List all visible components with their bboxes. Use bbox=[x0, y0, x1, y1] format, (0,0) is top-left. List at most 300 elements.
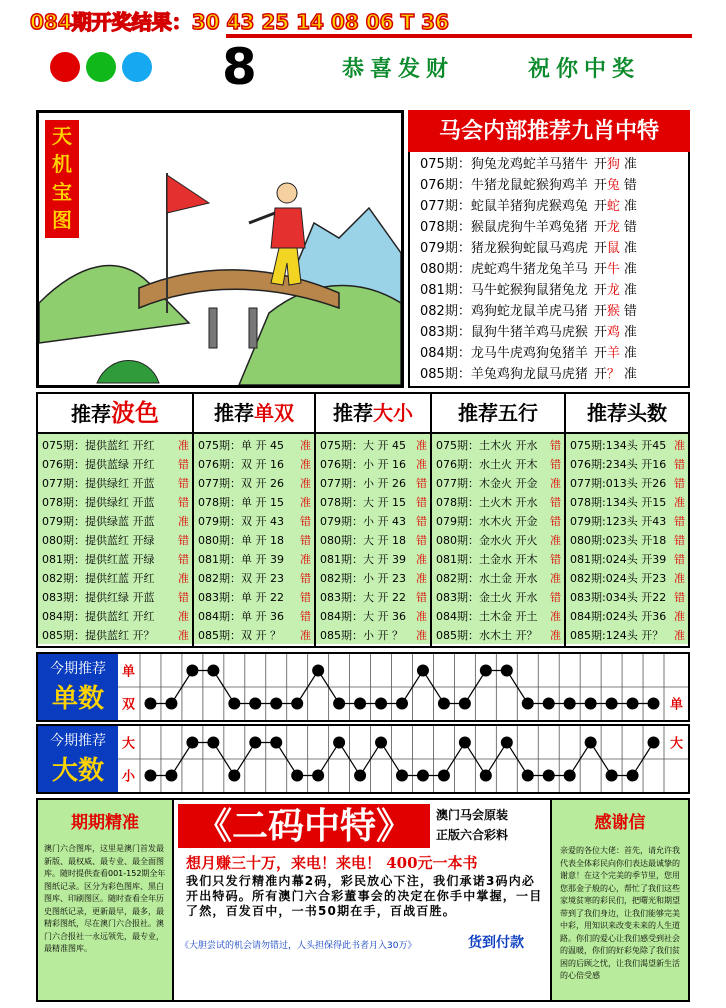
column-body bbox=[566, 434, 688, 644]
row-text: 083期：金土火 开水 bbox=[436, 591, 538, 604]
recommend-column bbox=[316, 394, 432, 646]
column-title-b: 大小 bbox=[373, 401, 413, 425]
row-text: 083期：提供红绿 开蓝 bbox=[42, 591, 155, 604]
trend-point bbox=[585, 698, 597, 710]
column-title bbox=[566, 394, 688, 434]
trend-point bbox=[333, 698, 345, 710]
row-mark: 错 bbox=[300, 515, 311, 528]
trend-point bbox=[291, 770, 303, 782]
issue-number: 8 bbox=[222, 38, 257, 96]
row-mark: 准 bbox=[178, 629, 189, 642]
row-text: 080期：金水火 开火 bbox=[436, 534, 538, 547]
end-label: 大 bbox=[670, 736, 684, 752]
row-mark: 准 bbox=[300, 458, 311, 471]
row-text: 081期：土金水 开木 bbox=[436, 553, 538, 566]
row-mark: 准 bbox=[416, 458, 427, 471]
table-row bbox=[38, 588, 192, 607]
row-text: 077期：木金火 开金 bbox=[436, 477, 538, 490]
row-mark: 准 bbox=[674, 629, 685, 642]
row-text: 084期：提供蓝红 开红 bbox=[42, 610, 155, 623]
cash-on-delivery: 货到付款 bbox=[468, 935, 524, 951]
column-body bbox=[194, 434, 314, 644]
column-title-a: 推荐 bbox=[214, 401, 254, 425]
zodiac-list: 狗兔龙鸡蛇羊马猪牛 bbox=[470, 157, 588, 172]
thanks-letter bbox=[550, 800, 688, 1000]
table-row bbox=[38, 436, 192, 455]
row-text: 082期:024头 开23 bbox=[570, 572, 667, 585]
zodiac-mark: 准 bbox=[623, 325, 637, 340]
blue-ball-icon bbox=[122, 52, 152, 82]
trend-point bbox=[438, 770, 450, 782]
zodiac-mark: 准 bbox=[623, 346, 637, 361]
zodiac-row bbox=[420, 154, 688, 175]
table-row bbox=[194, 607, 314, 626]
row-text: 083期：大 开 22 bbox=[320, 591, 406, 604]
table-row bbox=[432, 455, 564, 474]
recommend-column bbox=[432, 394, 566, 646]
row-mark: 准 bbox=[416, 629, 427, 642]
trend-point bbox=[312, 770, 324, 782]
row-mark: 错 bbox=[416, 496, 427, 509]
trend-point bbox=[144, 698, 156, 710]
row-mark: 准 bbox=[550, 477, 561, 490]
table-row bbox=[566, 588, 688, 607]
table-row bbox=[38, 550, 192, 569]
zodiac-hit: 羊 bbox=[606, 346, 620, 361]
zodiac-open: 开 bbox=[593, 367, 607, 382]
row-mark: 准 bbox=[178, 572, 189, 585]
table-row bbox=[432, 474, 564, 493]
zodiac-open: 开 bbox=[593, 325, 607, 340]
zodiac-row bbox=[420, 301, 688, 322]
zodiac-list: 羊兔鸡狗龙鼠马虎猪 bbox=[470, 367, 588, 382]
row-mark: 准 bbox=[416, 572, 427, 585]
trend-chart bbox=[118, 654, 688, 720]
table-row bbox=[432, 607, 564, 626]
row-text: 082期：小 开 23 bbox=[320, 572, 406, 585]
row-text: 084期：单 开 36 bbox=[198, 610, 284, 623]
zodiac-hit: 牛 bbox=[606, 262, 620, 277]
zodiac-list: 龙马牛虎鸡狗兔猪羊 bbox=[470, 346, 588, 361]
table-row bbox=[566, 436, 688, 455]
column-title bbox=[38, 394, 192, 434]
zodiac-hit: 龙 bbox=[606, 283, 620, 298]
row-text: 085期：提供蓝红 开？ bbox=[42, 629, 155, 642]
table-row bbox=[316, 588, 430, 607]
row-text: 076期：小 开 16 bbox=[320, 458, 406, 471]
trend-point bbox=[354, 698, 366, 710]
column-title bbox=[432, 394, 564, 434]
table-row bbox=[38, 626, 192, 645]
row-mark: 准 bbox=[300, 496, 311, 509]
row-mark: 错 bbox=[300, 534, 311, 547]
zodiac-list: 鼠狗牛猪羊鸡马虎猴 bbox=[470, 325, 588, 340]
row-text: 077期：双 开 26 bbox=[198, 477, 284, 490]
trend-point bbox=[501, 737, 513, 749]
row-mark: 准 bbox=[674, 439, 685, 452]
row-mark: 错 bbox=[300, 591, 311, 604]
zodiac-list: 猴鼠虎狗牛羊鸡兔猪 bbox=[470, 220, 588, 235]
zodiac-period: 085期： bbox=[420, 367, 471, 382]
row-text: 076期:234头 开16 bbox=[570, 458, 667, 471]
zodiac-hit: ？ bbox=[606, 367, 620, 382]
row-text: 084期：大 开 36 bbox=[320, 610, 406, 623]
row-mark: 准 bbox=[550, 572, 561, 585]
table-row bbox=[38, 607, 192, 626]
trend-point bbox=[207, 665, 219, 677]
row-mark: 准 bbox=[178, 610, 189, 623]
table-row bbox=[38, 569, 192, 588]
row-mark: 错 bbox=[416, 534, 427, 547]
row-mark: 错 bbox=[550, 515, 561, 528]
row-text: 076期：提供蓝绿 开红 bbox=[42, 458, 155, 471]
zodiac-mark: 准 bbox=[623, 241, 637, 256]
zodiac-open: 开 bbox=[593, 241, 607, 256]
row-mark: 错 bbox=[550, 496, 561, 509]
big-small-label: 今期推荐 大数 bbox=[38, 726, 118, 792]
table-row bbox=[432, 588, 564, 607]
column-title bbox=[316, 394, 430, 434]
row-mark: 准 bbox=[178, 439, 189, 452]
trend-point bbox=[648, 698, 660, 710]
table-row bbox=[194, 531, 314, 550]
ad-footer-note: 《大胆尝试的机会请勿错过，人头担保得此书者月入30万》 bbox=[180, 941, 417, 951]
row-mark: 错 bbox=[300, 610, 311, 623]
nine-zodiac-list bbox=[408, 152, 690, 388]
row-mark: 错 bbox=[178, 553, 189, 566]
table-row bbox=[316, 607, 430, 626]
row-text: 079期:123头 开43 bbox=[570, 515, 667, 528]
table-row bbox=[566, 626, 688, 645]
left-notice-title: 期期精准 bbox=[71, 813, 139, 833]
trend-chart bbox=[118, 726, 688, 792]
trend-point bbox=[627, 770, 639, 782]
zodiac-hit: 兔 bbox=[606, 178, 620, 193]
greeting-right: 祝你中奖 bbox=[528, 56, 641, 82]
table-row bbox=[194, 436, 314, 455]
column-title-b: 单双 bbox=[254, 401, 294, 425]
row-bottom-label: 双 bbox=[122, 697, 136, 713]
bridge-illustration bbox=[39, 113, 401, 385]
row-text: 081期：单 开 39 bbox=[198, 553, 284, 566]
row-mark: 错 bbox=[178, 534, 189, 547]
table-row bbox=[566, 474, 688, 493]
row-mark: 错 bbox=[550, 458, 561, 471]
row-mark: 错 bbox=[674, 477, 685, 490]
row-text: 076期：双 开 16 bbox=[198, 458, 284, 471]
trend-point bbox=[459, 737, 471, 749]
zodiac-row bbox=[420, 196, 688, 217]
ad-line-2: 正版六合彩料 bbox=[436, 828, 509, 842]
table-row bbox=[194, 588, 314, 607]
row-text: 077期：小 开 26 bbox=[320, 477, 406, 490]
zodiac-period: 084期： bbox=[420, 346, 471, 361]
row-mark: 准 bbox=[300, 477, 311, 490]
erma-ad bbox=[174, 800, 554, 1000]
row-text: 075期：单 开 45 bbox=[198, 439, 284, 452]
trend-point bbox=[627, 698, 639, 710]
row-mark: 准 bbox=[300, 439, 311, 452]
table-row bbox=[316, 512, 430, 531]
trend-point bbox=[165, 698, 177, 710]
row-mark: 错 bbox=[550, 591, 561, 604]
row-mark: 准 bbox=[300, 553, 311, 566]
recommend-column bbox=[566, 394, 688, 646]
table-row bbox=[194, 550, 314, 569]
table-row bbox=[316, 474, 430, 493]
row-mark: 错 bbox=[674, 515, 685, 528]
trend-point bbox=[375, 737, 387, 749]
row-text: 081期：提供红蓝 开绿 bbox=[42, 553, 155, 566]
zodiac-mark: 准 bbox=[623, 157, 637, 172]
trend-point bbox=[480, 770, 492, 782]
end-label: 单 bbox=[670, 697, 684, 713]
zodiac-list: 鸡狗蛇龙鼠羊虎马猪 bbox=[470, 304, 588, 319]
zodiac-mark: 错 bbox=[623, 178, 637, 193]
row-text: 085期：水木土 开？ bbox=[436, 629, 538, 642]
zodiac-row bbox=[420, 280, 688, 301]
row-bottom-label: 小 bbox=[122, 769, 136, 785]
table-row bbox=[432, 512, 564, 531]
row-mark: 准 bbox=[300, 629, 311, 642]
table-row bbox=[566, 607, 688, 626]
big-small-trend bbox=[36, 724, 690, 794]
row-text: 082期：提供红蓝 开红 bbox=[42, 572, 155, 585]
row-text: 078期：大 开 15 bbox=[320, 496, 406, 509]
table-row bbox=[38, 474, 192, 493]
row-mark: 准 bbox=[416, 553, 427, 566]
zodiac-period: 075期： bbox=[420, 157, 471, 172]
zodiac-row bbox=[420, 259, 688, 280]
trend-point bbox=[585, 737, 597, 749]
table-row bbox=[316, 550, 430, 569]
trend-point bbox=[648, 737, 660, 749]
row-mark: 错 bbox=[178, 591, 189, 604]
row-text: 080期：单 开 18 bbox=[198, 534, 284, 547]
row-top-label: 大 bbox=[122, 736, 136, 752]
zodiac-mark: 准 bbox=[623, 367, 637, 382]
table-row bbox=[566, 493, 688, 512]
row-text: 085期:124头 开？ bbox=[570, 629, 664, 642]
table-row bbox=[194, 493, 314, 512]
zodiac-open: 开 bbox=[593, 199, 607, 214]
trend-point bbox=[522, 698, 534, 710]
table-row bbox=[194, 474, 314, 493]
row-mark: 准 bbox=[550, 534, 561, 547]
trend-point bbox=[417, 770, 429, 782]
zodiac-row bbox=[420, 364, 688, 385]
row-mark: 错 bbox=[674, 534, 685, 547]
row-mark: 错 bbox=[300, 572, 311, 585]
bottom-section bbox=[36, 798, 690, 1002]
table-row bbox=[194, 455, 314, 474]
zodiac-list: 蛇鼠羊猪狗虎猴鸡兔 bbox=[470, 199, 588, 214]
row-text: 077期:013头 开26 bbox=[570, 477, 667, 490]
row-text: 083期：单 开 22 bbox=[198, 591, 284, 604]
row-text: 077期：提供绿红 开蓝 bbox=[42, 477, 155, 490]
table-row bbox=[316, 493, 430, 512]
picture-box bbox=[36, 110, 404, 388]
column-title-a: 推荐 bbox=[333, 401, 373, 425]
trend-point bbox=[291, 698, 303, 710]
trend-point bbox=[144, 770, 156, 782]
odd-even-trend bbox=[36, 652, 690, 722]
trend-point bbox=[354, 770, 366, 782]
row-mark: 准 bbox=[416, 439, 427, 452]
row-mark: 错 bbox=[674, 458, 685, 471]
erma-title: 《二码中特》 bbox=[178, 804, 430, 848]
zodiac-mark: 准 bbox=[623, 283, 637, 298]
row-text: 075期:134头 开45 bbox=[570, 439, 667, 452]
column-body bbox=[38, 434, 192, 644]
zodiac-row bbox=[420, 343, 688, 364]
trend-point bbox=[333, 737, 345, 749]
table-row bbox=[566, 550, 688, 569]
row-top-label: 单 bbox=[122, 664, 136, 680]
zodiac-list: 牛猪龙鼠蛇猴狗鸡羊 bbox=[470, 178, 588, 193]
left-notice bbox=[38, 800, 174, 1000]
zodiac-list: 猪龙猴狗蛇鼠马鸡虎 bbox=[470, 241, 588, 256]
table-row bbox=[38, 493, 192, 512]
zodiac-period: 083期： bbox=[420, 325, 471, 340]
zodiac-period: 079期： bbox=[420, 241, 471, 256]
row-mark: 准 bbox=[178, 515, 189, 528]
zodiac-hit: 狗 bbox=[606, 157, 620, 172]
tianji-title: 天 机 宝 图 bbox=[45, 120, 79, 238]
row-mark: 准 bbox=[550, 629, 561, 642]
row-mark: 错 bbox=[550, 439, 561, 452]
row-mark: 错 bbox=[674, 553, 685, 566]
zodiac-open: 开 bbox=[593, 283, 607, 298]
row-text: 085期：小 开 ？ bbox=[320, 629, 403, 642]
ad-line-1: 澳门马会原装 bbox=[436, 808, 509, 822]
zodiac-open: 开 bbox=[593, 157, 607, 172]
zodiac-mark: 错 bbox=[623, 304, 637, 319]
table-row bbox=[566, 531, 688, 550]
column-body bbox=[316, 434, 430, 644]
row-mark: 准 bbox=[674, 572, 685, 585]
zodiac-row bbox=[420, 238, 688, 259]
row-text: 084期:024头 开36 bbox=[570, 610, 667, 623]
column-title-a: 推荐头数 bbox=[587, 401, 667, 425]
trend-point bbox=[207, 737, 219, 749]
table-row bbox=[566, 455, 688, 474]
table-row bbox=[432, 493, 564, 512]
left-notice-text: 澳门六合图库，这里是澳门首发最新版、最权威、最专业、最全面图库。随时提供查看001-152期全年图纸记录。区分为彩色图库、黑白图库、印刷图区。随时查看全年历史图纸记录，更新最早，最多，最精彩图纸，尽在澳门六合报社。澳门六合报社一永远领先，最专业，最精准图库。 bbox=[44, 844, 166, 953]
row-text: 078期：土火木 开水 bbox=[436, 496, 538, 509]
ad-paragraph: 我们只发行精准内幕2码，彩民放心下注，我们承诺3码内必开出特码。所有澳门六合彩董事会的决定在你手中掌握，一目了然，百发百中，一书50期在手，百战百胜。 bbox=[186, 874, 543, 918]
column-title bbox=[194, 394, 314, 434]
red-ball-icon bbox=[50, 52, 80, 82]
trend-point bbox=[186, 665, 198, 677]
table-row bbox=[432, 531, 564, 550]
zodiac-open: 开 bbox=[593, 304, 607, 319]
row-mark: 错 bbox=[178, 496, 189, 509]
zodiac-period: 081期： bbox=[420, 283, 471, 298]
trend-point bbox=[228, 698, 240, 710]
table-row bbox=[316, 455, 430, 474]
trend-point bbox=[522, 770, 534, 782]
zodiac-period: 078期： bbox=[420, 220, 471, 235]
row-text: 079期：双 开 43 bbox=[198, 515, 284, 528]
row-mark: 准 bbox=[674, 610, 685, 623]
greeting-left: 恭喜发财 bbox=[342, 56, 455, 82]
table-row bbox=[194, 569, 314, 588]
row-text: 081期:024头 开39 bbox=[570, 553, 667, 566]
zodiac-hit: 猴 bbox=[606, 304, 620, 319]
thanks-letter-title: 感谢信 bbox=[594, 813, 646, 833]
zodiac-hit: 鸡 bbox=[606, 325, 620, 340]
row-mark: 准 bbox=[416, 610, 427, 623]
trend-point bbox=[228, 770, 240, 782]
table-row bbox=[316, 569, 430, 588]
zodiac-list: 虎蛇鸡牛猪龙兔羊马 bbox=[470, 262, 588, 277]
trend-point bbox=[186, 737, 198, 749]
zodiac-open: 开 bbox=[593, 346, 607, 361]
recommend-column bbox=[38, 394, 194, 646]
trend-point bbox=[564, 698, 576, 710]
zodiac-row bbox=[420, 175, 688, 196]
trend-point bbox=[564, 770, 576, 782]
row-text: 075期：土木火 开水 bbox=[436, 439, 538, 452]
zodiac-row bbox=[420, 217, 688, 238]
recommend-column bbox=[194, 394, 316, 646]
table-row bbox=[566, 512, 688, 531]
row-mark: 错 bbox=[178, 477, 189, 490]
table-row bbox=[432, 626, 564, 645]
zodiac-hit: 蛇 bbox=[606, 199, 620, 214]
trend-point bbox=[459, 698, 471, 710]
row-text: 075期：提供蓝红 开红 bbox=[42, 439, 155, 452]
row-mark: 错 bbox=[416, 591, 427, 604]
zodiac-list: 马牛蛇猴狗鼠猪兔龙 bbox=[470, 283, 588, 298]
trend-point bbox=[375, 698, 387, 710]
row-mark: 准 bbox=[674, 496, 685, 509]
row-text: 082期：双 开 23 bbox=[198, 572, 284, 585]
zodiac-mark: 错 bbox=[623, 220, 637, 235]
row-mark: 错 bbox=[416, 515, 427, 528]
row-text: 078期：提供绿红 开蓝 bbox=[42, 496, 155, 509]
table-row bbox=[38, 531, 192, 550]
row-text: 083期:034头 开22 bbox=[570, 591, 667, 604]
zodiac-mark: 准 bbox=[623, 262, 637, 277]
table-row bbox=[432, 550, 564, 569]
table-row bbox=[316, 531, 430, 550]
trend-point bbox=[396, 770, 408, 782]
column-body bbox=[432, 434, 564, 644]
zodiac-period: 080期： bbox=[420, 262, 471, 277]
row-mark: 准 bbox=[550, 610, 561, 623]
table-row bbox=[316, 436, 430, 455]
zodiac-mark: 准 bbox=[623, 199, 637, 214]
zodiac-open: 开 bbox=[593, 220, 607, 235]
trend-point bbox=[249, 737, 261, 749]
row-text: 079期：提供绿蓝 开蓝 bbox=[42, 515, 155, 528]
trend-point bbox=[270, 698, 282, 710]
odd-even-label: 今期推荐 单数 bbox=[38, 654, 118, 720]
trend-point bbox=[606, 770, 618, 782]
row-text: 076期：水土火 开木 bbox=[436, 458, 538, 471]
table-row bbox=[432, 436, 564, 455]
row-text: 079期：水木火 开金 bbox=[436, 515, 538, 528]
row-text: 080期:023头 开18 bbox=[570, 534, 667, 547]
trend-point bbox=[606, 698, 618, 710]
top-rule bbox=[226, 34, 692, 38]
table-row bbox=[38, 512, 192, 531]
ad-slogan: 想月赚三十万，来电！来电！ 400元一本书 bbox=[186, 854, 478, 872]
zodiac-period: 077期： bbox=[420, 199, 471, 214]
zodiac-row bbox=[420, 322, 688, 343]
